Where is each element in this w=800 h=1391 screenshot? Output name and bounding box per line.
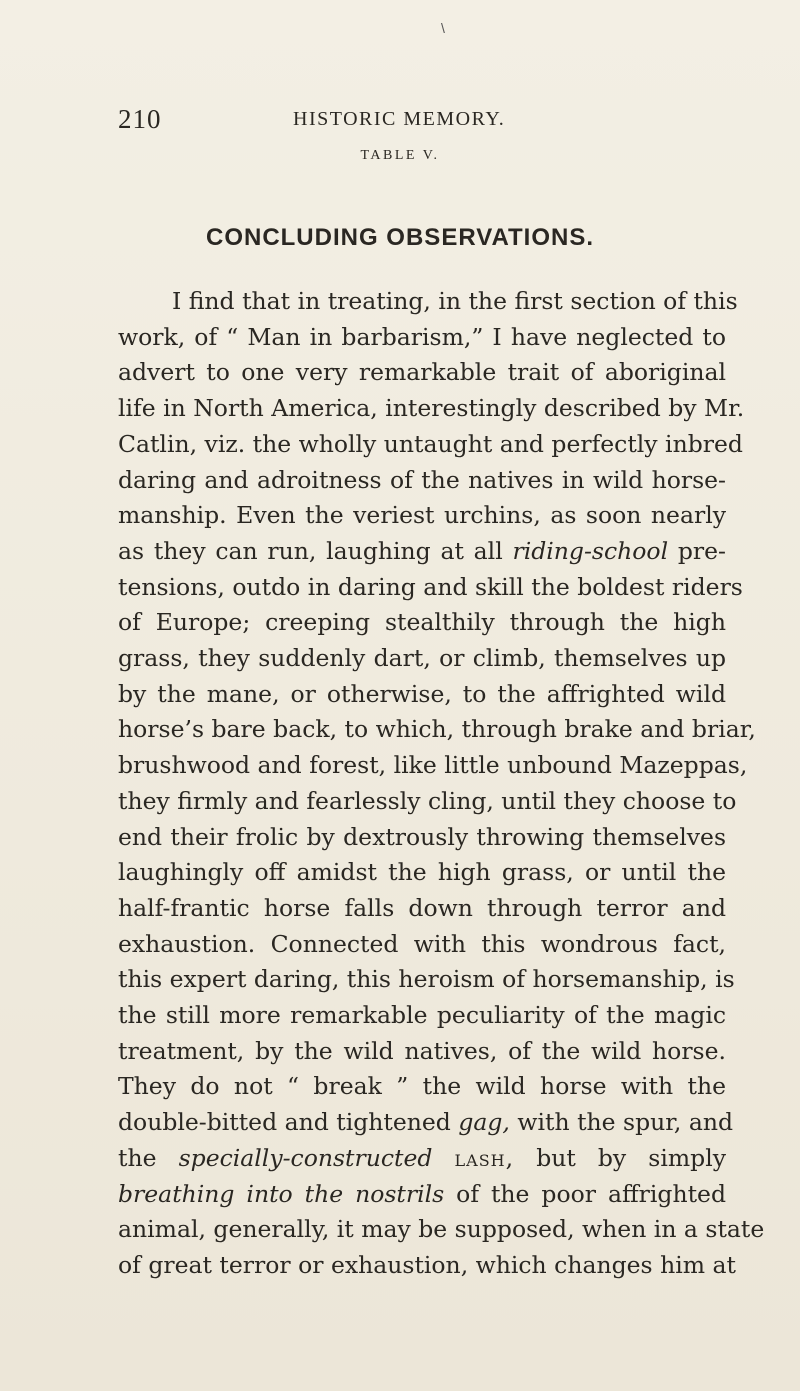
italic-term: specially-constructed [178, 1143, 433, 1172]
text-line: of Europe; creeping stealthily through the high [118, 608, 726, 637]
text-line: advert to one very remarkable trait of aboriginal [118, 358, 726, 387]
body-paragraph [118, 284, 765, 1284]
text-line [118, 1177, 726, 1213]
text-line: life in North America, interestingly described by Mr. [118, 394, 745, 423]
text-line: this expert daring, this heroism of horsemanship, is [118, 965, 735, 994]
text-line: the still more remarkable peculiarity of the magic [118, 1001, 726, 1030]
running-head [118, 104, 718, 144]
text-line: daring and adroitness of the natives in wild horse- [118, 465, 726, 494]
text-line: grass, they suddenly dart, or climb, themselves up [118, 644, 726, 673]
page-number: 210 [118, 104, 162, 134]
text-segment: as they can run, laughing at all [118, 536, 503, 565]
italic-term: gag, [458, 1108, 510, 1137]
text-segment: of the poor affrighted [456, 1179, 726, 1208]
text-line: treatment, by the wild natives, of the wild horse. [118, 1036, 726, 1065]
text-line [118, 1141, 726, 1177]
page-mark: \ [441, 20, 445, 36]
text-line: by the mane, or otherwise, to the affrighted wild [118, 679, 726, 708]
text-line: brushwood and forest, like little unbound Mazeppas, [118, 751, 748, 780]
running-title: HISTORIC MEMORY. [293, 108, 506, 130]
italic-term: riding-school [512, 536, 669, 565]
small-caps-term: lash, [454, 1143, 515, 1172]
text-line: laughingly off amidst the high grass, or until the [118, 858, 726, 887]
text-segment: but by simply [536, 1143, 726, 1172]
text-line: end their frolic by dextrously throwing themselves [118, 822, 726, 851]
text-line: half-frantic horse falls down through terror and [118, 893, 726, 922]
text-line: of great terror or exhaustion, which changes him at [118, 1250, 736, 1279]
text-line: Catlin, viz. the wholly untaught and perfectly inbred [118, 429, 743, 458]
text-line: horse’s bare back, to which, through brake and briar, [118, 715, 756, 744]
table-label: TABLE V. [360, 148, 440, 163]
text-line [118, 534, 726, 570]
text-line [118, 1105, 734, 1141]
text-segment: double-bitted and tightened [118, 1108, 451, 1137]
text-segment: with the spur, and [517, 1108, 734, 1137]
text-line: they firmly and fearlessly cling, until they choose to [118, 786, 737, 815]
text-segment: the [118, 1143, 157, 1172]
italic-term: breathing into the nostrils [118, 1179, 445, 1208]
text-line: I find that in treating, in the first section of this [172, 287, 738, 315]
text-line: manship. Even the veriest urchins, as soon nearly [118, 501, 726, 530]
text-line: work, of “ Man in barbarism,” I have neglected to [118, 322, 726, 351]
text-line: animal, generally, it may be supposed, when in a state [118, 1215, 765, 1244]
text-line: tensions, outdo in daring and skill the boldest riders [118, 572, 743, 601]
text-line: exhaustion. Connected with this wondrous fact, [118, 929, 726, 958]
text-segment: pre- [677, 536, 726, 565]
section-heading: CONCLUDING OBSERVATIONS. [205, 224, 595, 251]
text-line: They do not “ break ” the wild horse with the [118, 1072, 726, 1101]
